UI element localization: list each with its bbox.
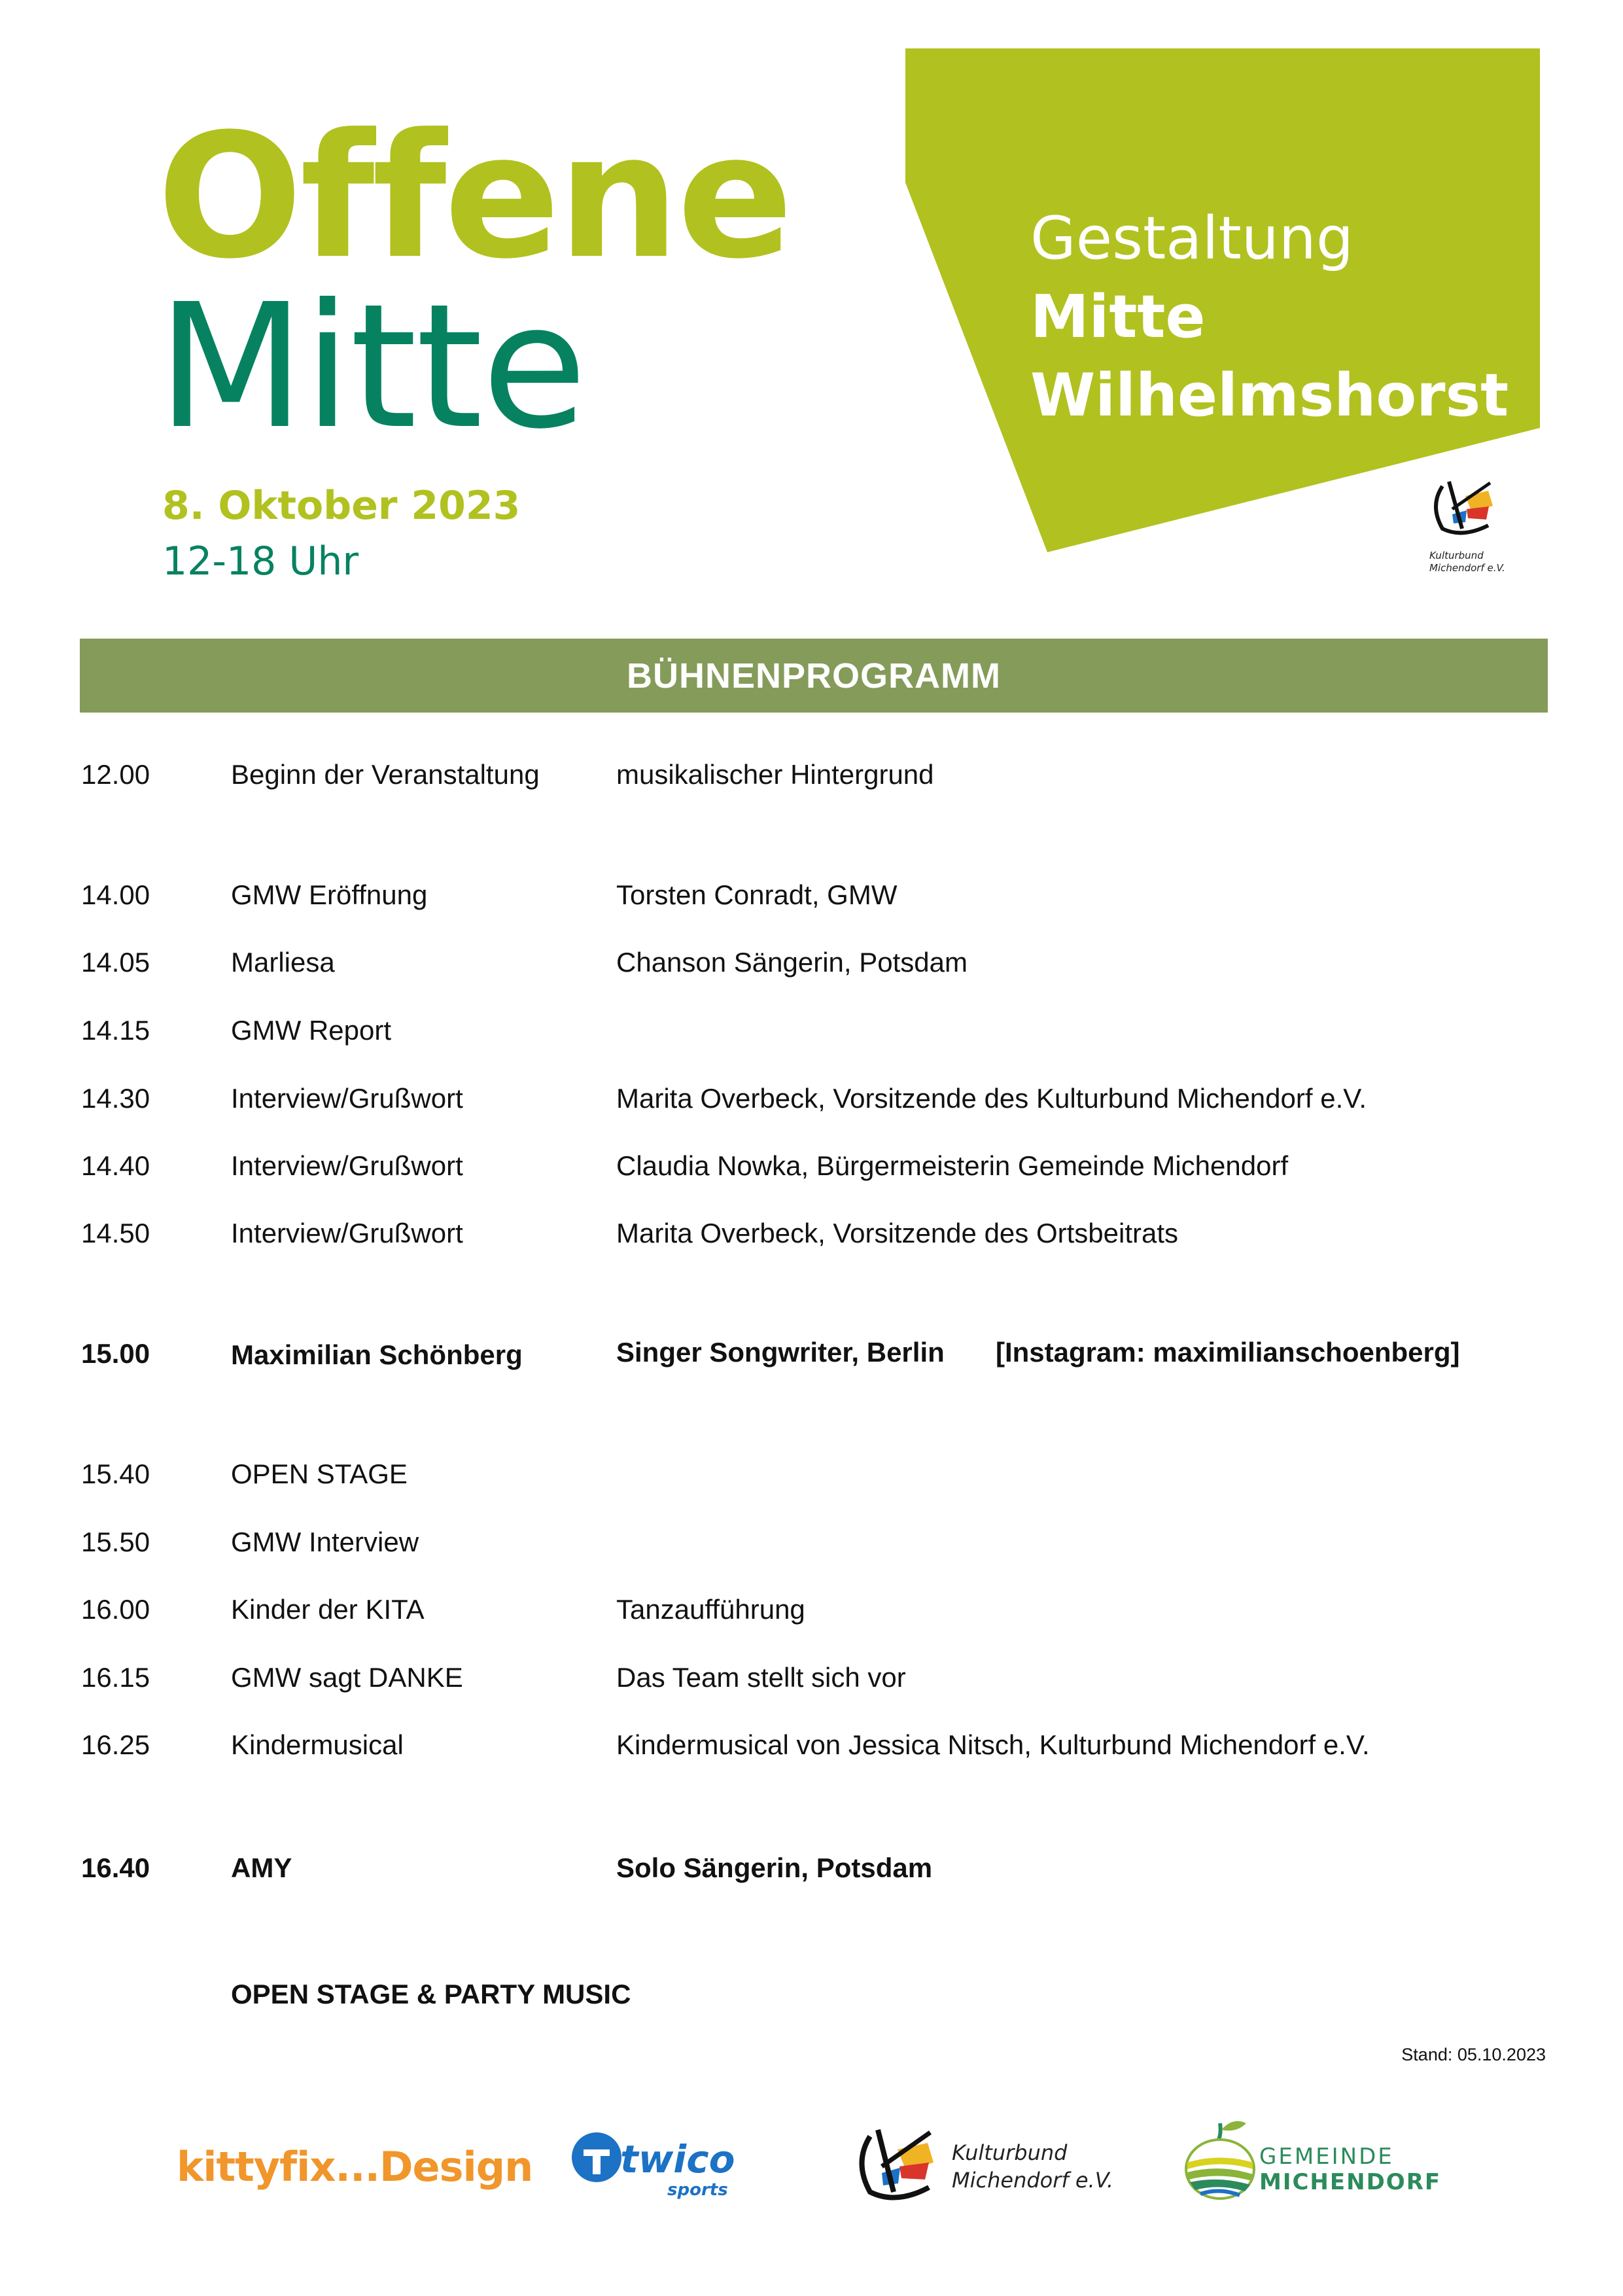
schedule-act: Kindermusical: [231, 1729, 404, 1760]
schedule-act: Interview/Grußwort: [231, 1218, 463, 1248]
schedule-time: 14.30: [81, 1083, 150, 1114]
kulturbund-logo-icon: [1426, 476, 1505, 539]
schedule-time: 15.40: [81, 1458, 150, 1489]
schedule-time: 16.00: [81, 1594, 150, 1625]
schedule-act: Interview/Grußwort: [231, 1150, 463, 1181]
schedule-act: GMW Report: [231, 1015, 392, 1046]
sponsor-kittyfix-logo: kittyfix...Design: [177, 2143, 533, 2191]
schedule-act: AMY: [231, 1852, 292, 1883]
schedule-time: 15.50: [81, 1527, 150, 1557]
event-time: 12-18 Uhr: [162, 539, 359, 584]
sponsor-gemeinde-apple-icon: [1181, 2117, 1259, 2202]
schedule-desc: musikalischer Hintergrund: [616, 759, 934, 790]
schedule-act: Marliesa: [231, 947, 335, 978]
schedule-extra-instagram: [Instagram: maximilianschoenberg]: [996, 1337, 1460, 1368]
title-offene: Offene: [157, 97, 791, 296]
sponsor-kulturbund-text: [952, 2140, 1113, 2194]
schedule-desc: Singer Songwriter, Berlin: [616, 1337, 945, 1368]
section-title: BÜHNENPROGRAMM: [627, 656, 1001, 696]
kulturbund-small-caption-line1: Kulturbund: [1429, 550, 1484, 561]
schedule-act: Maximilian Schönberg: [231, 1339, 523, 1370]
sponsor-kulturbund-line2: Michendorf e.V.: [952, 2167, 1114, 2193]
sponsor-kulturbund-logo-icon: [850, 2123, 945, 2205]
sponsor-gemeinde-line1: GEMEINDE: [1259, 2144, 1394, 2170]
banner-text-wilhelmshorst: Wilhelmshorst: [1030, 361, 1509, 430]
schedule-time: 14.50: [81, 1218, 150, 1248]
kulturbund-small-caption: [1429, 550, 1560, 574]
kulturbund-small-caption-line2: Michendorf e.V.: [1429, 561, 1505, 574]
sponsor-twico-logo: [569, 2130, 746, 2202]
title-mitte: Mitte: [157, 267, 586, 467]
schedule-desc: Marita Overbeck, Vorsitzende des Kulturbund Michendorf e.V.: [616, 1083, 1367, 1114]
schedule-desc: Marita Overbeck, Vorsitzende des Ortsbeitrats: [616, 1218, 1179, 1248]
twico-sub-wordmark: sports: [667, 2180, 728, 2200]
section-bar: [80, 639, 1548, 713]
schedule-act: Interview/Grußwort: [231, 1083, 463, 1114]
schedule-desc: Tanzaufführung: [616, 1594, 805, 1625]
sponsor-kulturbund-line1: Kulturbund: [952, 2140, 1068, 2165]
sponsor-gemeinde-line2: MICHENDORF: [1259, 2169, 1442, 2196]
twico-wordmark: twico: [620, 2137, 735, 2181]
schedule-act: Beginn der Veranstaltung: [231, 759, 540, 790]
schedule-time: 16.40: [81, 1852, 150, 1883]
schedule-desc: Claudia Nowka, Bürgermeisterin Gemeinde Michendorf: [616, 1150, 1289, 1181]
sponsor-gemeinde-text: [1259, 2144, 1441, 2195]
schedule-time: 14.15: [81, 1015, 150, 1046]
schedule-desc: Chanson Sängerin, Potsdam: [616, 947, 968, 978]
schedule-time: 14.40: [81, 1150, 150, 1181]
event-date: 8. Oktober 2023: [162, 483, 521, 529]
schedule-time: 16.25: [81, 1729, 150, 1760]
schedule-desc: Torsten Conradt, GMW: [616, 879, 898, 910]
schedule-time: 14.00: [81, 879, 150, 910]
schedule-desc: Das Team stellt sich vor: [616, 1662, 906, 1693]
banner-text-mitte: Mitte: [1030, 283, 1206, 351]
schedule-act: GMW Eröffnung: [231, 879, 428, 910]
schedule-time: 15.00: [81, 1338, 150, 1369]
stand-date: Stand: 05.10.2023: [1401, 2045, 1546, 2064]
schedule-time: 12.00: [81, 759, 150, 790]
schedule-time: 14.05: [81, 947, 150, 978]
banner-text-gestaltung: Gestaltung: [1030, 204, 1353, 273]
schedule-act: OPEN STAGE & PARTY MUSIC: [231, 1979, 631, 2009]
schedule-act: GMW Interview: [231, 1527, 419, 1557]
schedule-act: Kinder der KITA: [231, 1594, 425, 1625]
schedule-act: GMW sagt DANKE: [231, 1662, 463, 1693]
schedule-desc: Solo Sängerin, Potsdam: [616, 1852, 933, 1883]
schedule-desc: Kindermusical von Jessica Nitsch, Kulturbund Michendorf e.V.: [616, 1729, 1370, 1760]
schedule-act: OPEN STAGE: [231, 1458, 408, 1489]
schedule-time: 16.15: [81, 1662, 150, 1693]
